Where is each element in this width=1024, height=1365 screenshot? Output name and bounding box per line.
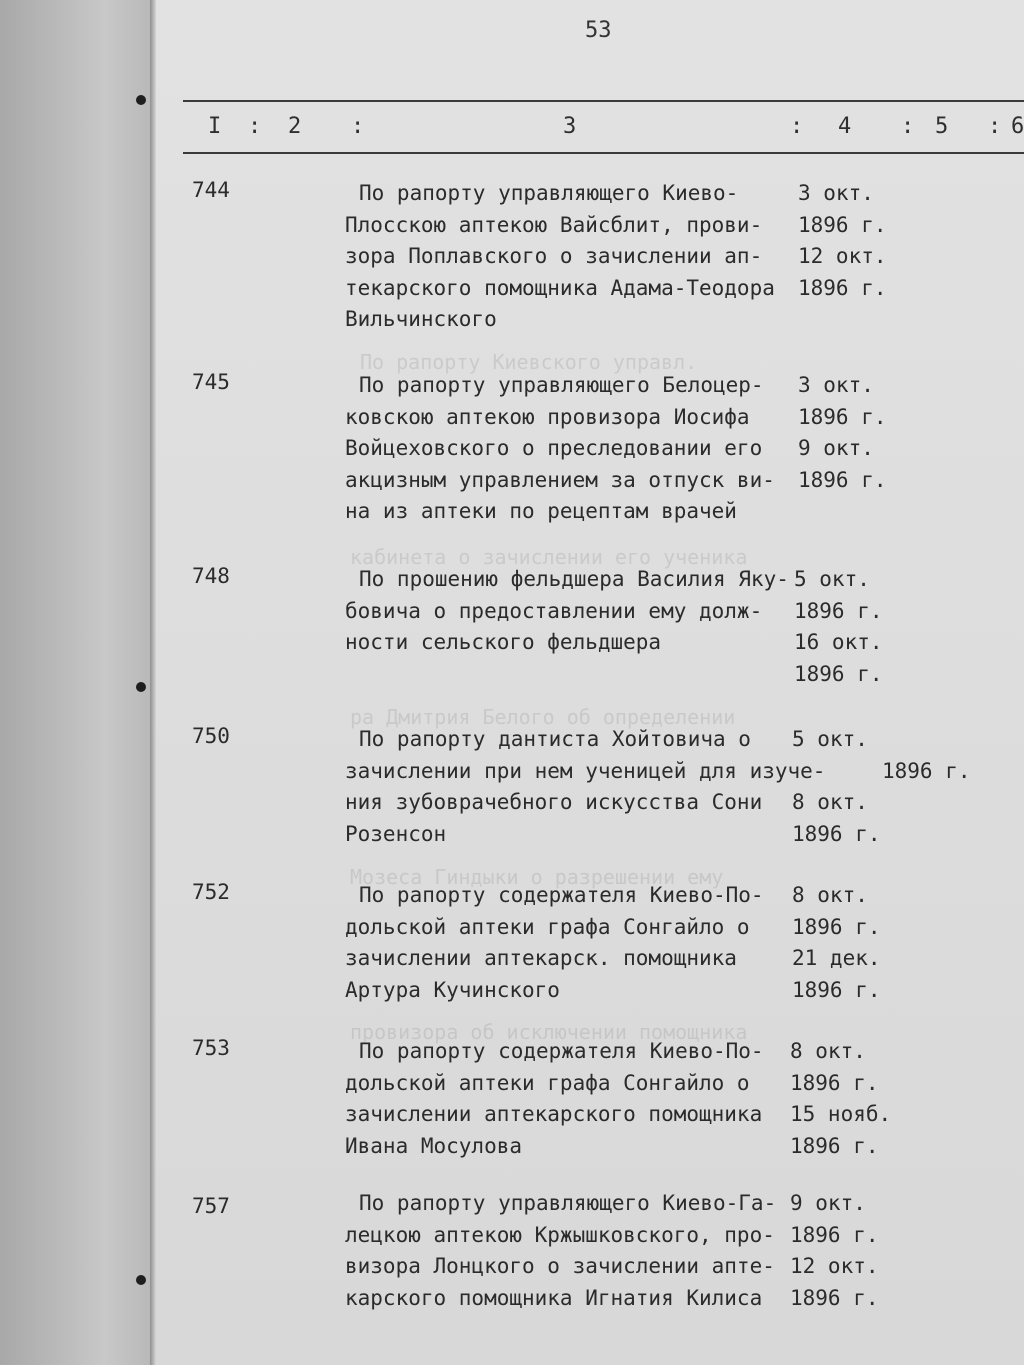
entry-description xyxy=(345,1188,795,1314)
description-line: акцизным управлением за отпуск ви- xyxy=(345,467,775,492)
description-line: Войцеховского о преследовании его xyxy=(345,436,763,460)
entry-dates xyxy=(792,880,881,1006)
start-date: 8 окт. xyxy=(790,1039,866,1063)
column-separator: : xyxy=(790,114,804,139)
description-line: на из аптеки по рецептам врачей xyxy=(345,499,737,523)
description-line: Вильчинского xyxy=(345,307,497,331)
entry-description xyxy=(345,564,795,659)
entry-description xyxy=(345,178,795,336)
description-line: лецкою аптекою Кржышковского, про- xyxy=(345,1222,775,1247)
bleed-through-text: ра Дмитрия Белого об определении xyxy=(350,705,736,729)
description-line: ния зубоврачебного искусства Сони xyxy=(345,790,763,814)
description-line: зора Поплавского о зачислении ап- xyxy=(345,244,763,268)
end-date: 9 окт. xyxy=(798,436,874,460)
entry-number: 745 xyxy=(192,370,230,394)
start-date: 3 окт. xyxy=(798,181,874,205)
entry-dates xyxy=(792,724,971,850)
description-line: зачислении аптекарск. помощника xyxy=(345,946,737,970)
facing-page xyxy=(0,0,150,1365)
start-year: 1896 г. xyxy=(790,1070,879,1095)
entry-dates xyxy=(794,564,883,690)
bleed-through-text: По рапорту Киевского управл. xyxy=(360,350,698,374)
start-year: 1896 г. xyxy=(882,758,971,783)
start-year: 1896 г. xyxy=(790,1222,879,1247)
description-line: дольской аптеки графа Сонгайло о xyxy=(345,914,750,939)
end-year: 1896 г. xyxy=(792,821,881,846)
end-year: 1896 г. xyxy=(798,467,887,492)
start-date: 9 окт. xyxy=(790,1191,866,1215)
description-line: По рапорту содержателя Киево-По- xyxy=(359,1039,764,1063)
description-line: По рапорту содержателя Киево-По- xyxy=(359,883,764,907)
end-date: 16 окт. xyxy=(794,630,883,654)
end-date: 21 дек. xyxy=(792,946,881,970)
description-line: Плосскою аптекою Вайсблит, прови- xyxy=(345,212,763,237)
start-date: 3 окт. xyxy=(798,373,874,397)
description-line: ности сельского фельдшера xyxy=(345,630,662,654)
start-year: 1896 г. xyxy=(794,598,883,623)
description-line: карского помощника Игнатия Килиса xyxy=(345,1285,763,1310)
end-year: 1896 г. xyxy=(794,661,883,686)
start-date: 5 окт. xyxy=(794,567,870,591)
entry-dates xyxy=(798,178,887,304)
description-line: По рапорту управляющего Белоцер- xyxy=(359,373,764,397)
start-date: 5 окт. xyxy=(792,727,868,751)
entry-number: 757 xyxy=(192,1194,230,1218)
column-header-2: 2 xyxy=(288,114,302,139)
description-line: Ивана Мосулова xyxy=(345,1133,523,1158)
column-header-1: I xyxy=(208,114,222,139)
entry-number: 750 xyxy=(192,724,230,748)
end-year: 1896 г. xyxy=(798,275,887,300)
description-line: По рапорту управляющего Киево- xyxy=(359,181,739,205)
column-separator: : xyxy=(901,114,915,139)
entry-number: 753 xyxy=(192,1036,230,1060)
binding-hole xyxy=(136,682,146,692)
binding-hole xyxy=(136,1275,146,1285)
description-line: текарского помощника Адама-Теодора xyxy=(345,275,775,300)
description-line: Артура Кучинского xyxy=(345,977,560,1002)
description-line: Розенсон xyxy=(345,821,447,846)
description-line: ковскою аптекою провизора Иосифа xyxy=(345,404,750,429)
entry-number: 752 xyxy=(192,880,230,904)
end-date: 15 нояб. xyxy=(790,1102,892,1126)
end-date: 12 окт. xyxy=(790,1254,879,1278)
description-line: По прошению фельдшера Василия Яку- xyxy=(359,567,789,591)
bleed-through-text: кабинета о зачислении его ученика xyxy=(350,545,748,569)
start-year: 1896 г. xyxy=(798,212,887,237)
column-separator: : xyxy=(988,114,1002,139)
bleed-through-text: Мозеса Гиндыки о разрешении ему xyxy=(350,865,724,889)
table-header xyxy=(183,100,1024,154)
column-header-4: 4 xyxy=(838,114,852,139)
description-line: визора Лонцкого о зачислении апте- xyxy=(345,1254,775,1278)
column-separator: : xyxy=(351,114,365,139)
end-year: 1896 г. xyxy=(790,1285,879,1310)
entry-description xyxy=(345,1036,795,1162)
bleed-through-text: провизора об исключении помощника xyxy=(350,1020,748,1044)
column-header-3: 3 xyxy=(563,114,577,139)
start-date: 8 окт. xyxy=(792,883,868,907)
end-year: 1896 г. xyxy=(792,977,881,1002)
description-line: дольской аптеки графа Сонгайло о xyxy=(345,1070,750,1095)
end-date: 8 окт. xyxy=(792,790,868,814)
entry-description xyxy=(345,370,795,528)
start-year: 1896 г. xyxy=(798,404,887,429)
start-year: 1896 г. xyxy=(792,914,881,939)
entry-dates xyxy=(798,370,887,496)
entry-dates xyxy=(790,1036,891,1162)
entry-number: 748 xyxy=(192,564,230,588)
entry-description xyxy=(345,880,795,1006)
description-line: зачислении аптекарского помощника xyxy=(345,1102,763,1126)
description-line: бовича о предоставлении ему долж- xyxy=(345,598,763,623)
column-header-5: 5 xyxy=(935,114,949,139)
end-year: 1896 г. xyxy=(790,1133,879,1158)
column-separator: : xyxy=(248,114,262,139)
description-line: зачислении при нем ученицей для изуче- xyxy=(345,758,826,783)
binding-hole xyxy=(136,95,146,105)
column-header-6: 6 xyxy=(1011,114,1024,139)
entry-number: 744 xyxy=(192,178,230,202)
entry-description xyxy=(345,724,826,850)
end-date: 12 окт. xyxy=(798,244,887,268)
entry-dates xyxy=(790,1188,879,1314)
description-line: По рапорту управляющего Киево-Га- xyxy=(359,1191,777,1215)
description-line: По рапорту дантиста Хойтовича о xyxy=(359,727,751,751)
page-number: 53 xyxy=(585,18,612,43)
